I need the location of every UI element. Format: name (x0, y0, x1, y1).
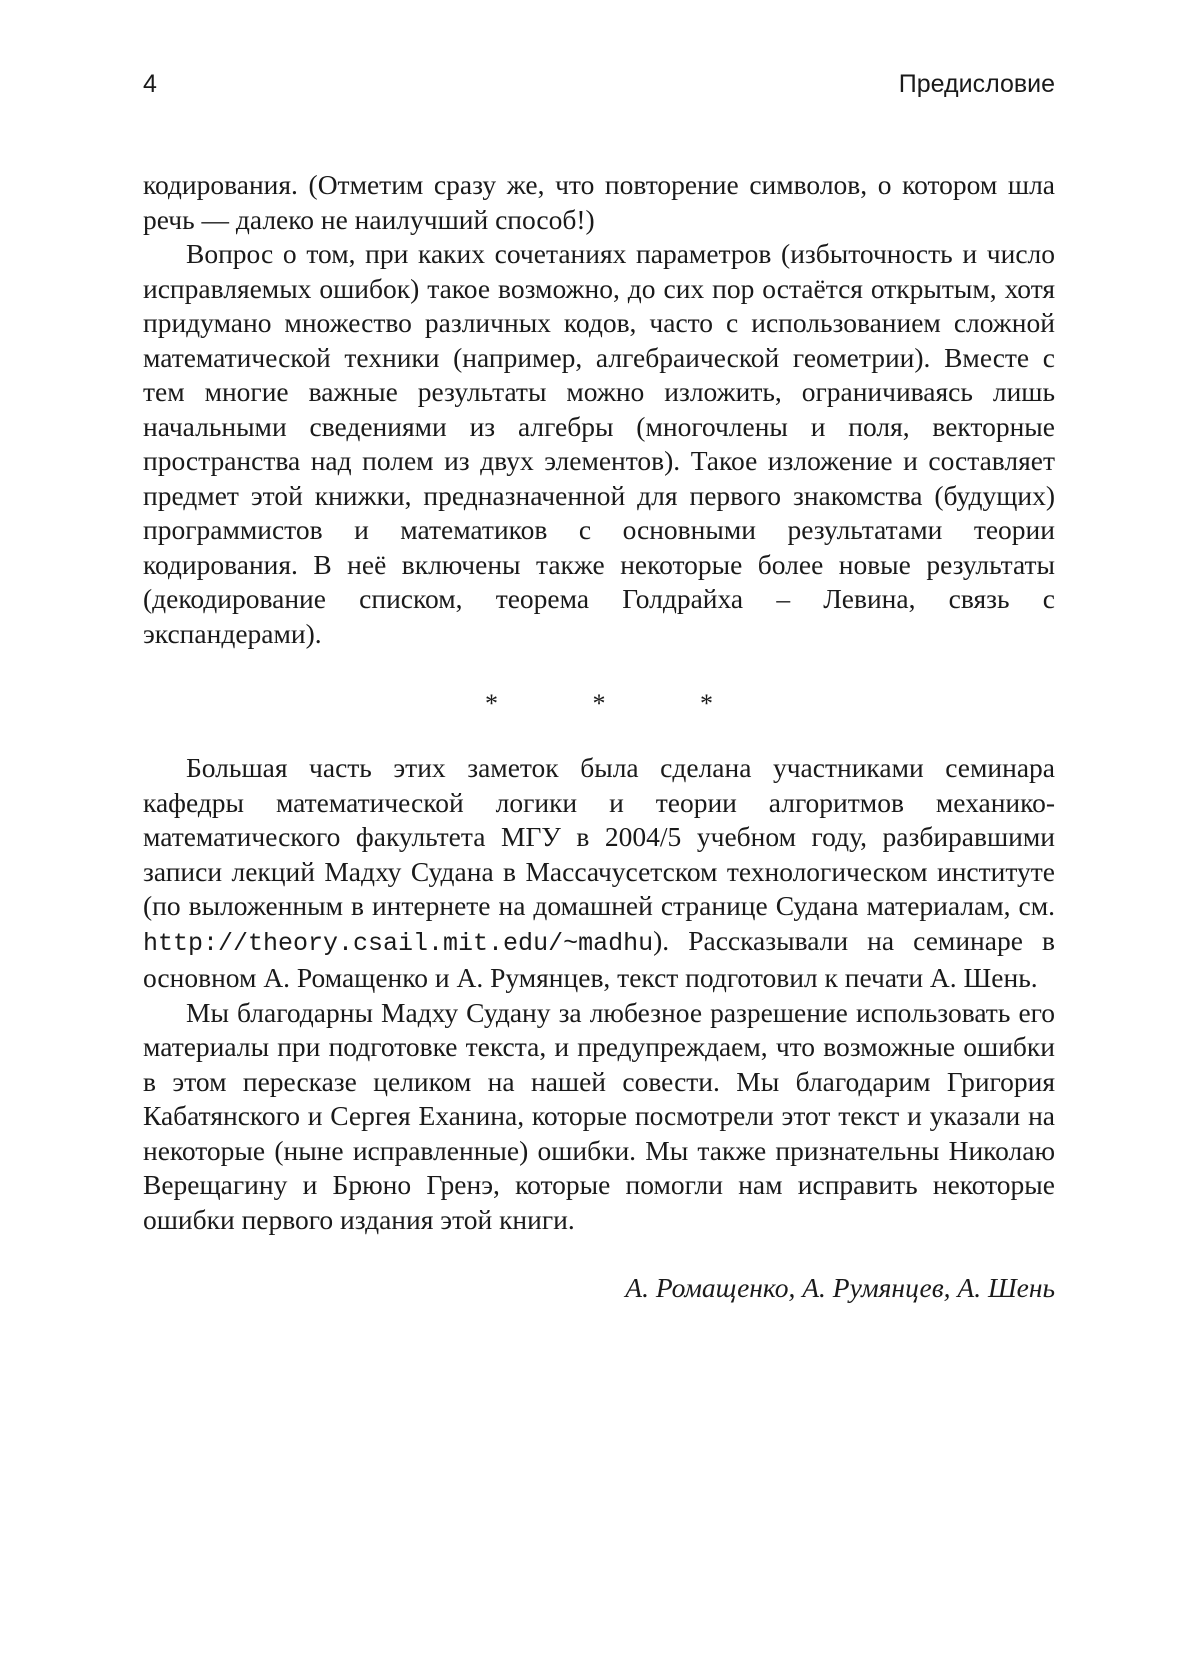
paragraph-3 (143, 751, 1055, 996)
paragraph-3-text-after-url: ). Рассказывали на семинаре в основном А. Ромащенко и А. Румянцев, текст подготовил к печати А. Шень. (143, 924, 1055, 993)
body-text (143, 168, 1055, 1306)
paragraph-4: Мы благодарны Мадху Судану за любезное разрешение использовать его материалы при подготовке текста, и предупреждаем, что возможные ошибки в этом пересказе целиком на нашей совести. Мы благодарим Григория Кабатянского и Сергея Еханина, которые посмотрели этот текст и указали на некоторые (ныне исправленные) ошибки. Мы также признательны Николаю Верещагину и Брюно Гренэ, которые помогли нам исправить некоторые ошибки первого издания этой книги. (143, 996, 1055, 1235)
page-number: 4 (143, 70, 157, 98)
paragraph-2: Вопрос о том, при каких сочетаниях параметров (избыточность и число исправляемых ошибок) такое возможно, до сих пор остаётся открытым, хотя придумано множество различных кодов, часто с использованием сложной математической техники (например, алгебраической геометрии). Вместе с тем многие важные результаты можно изложить, ограничиваясь лишь начальными сведениями из алгебры (многочлены и поля, векторные пространства над полем из двух элементов). Такое изложение и составляет предмет этой книжки, предназначенной для первого знакомства (будущих) программистов и математиков с основными результатами теории кодирования. В неё включены также некоторые более новые результаты (декодирование списком, теорема Голдрайха – Левина, связь с экспандерами). (143, 238, 1055, 649)
paragraph-1: кодирования. (Отметим сразу же, что повторение символов, о котором шла речь — далеко не наилучший способ!) (143, 169, 1055, 235)
author-signature: А. Ромащенко, А. Румянцев, А. Шень (625, 1272, 1055, 1303)
url-link: http://theory.csail.mit.edu/~madhu (143, 928, 654, 958)
running-head (143, 70, 1055, 106)
paragraph-3-text-before-url: Большая часть этих заметок была сделана участниками семинара кафедры математической логики и теории алгоритмов механико-математического факультета МГУ в 2004/5 учебном году, разбиравшими записи лекций Мадху Судана в Массачусетском технологическом институте (по выложенным в интернете на домашней странице Судана материалам, см. (143, 752, 1055, 921)
section-separator: * * * (485, 689, 757, 718)
section-title: Предисловие (898, 70, 1055, 98)
